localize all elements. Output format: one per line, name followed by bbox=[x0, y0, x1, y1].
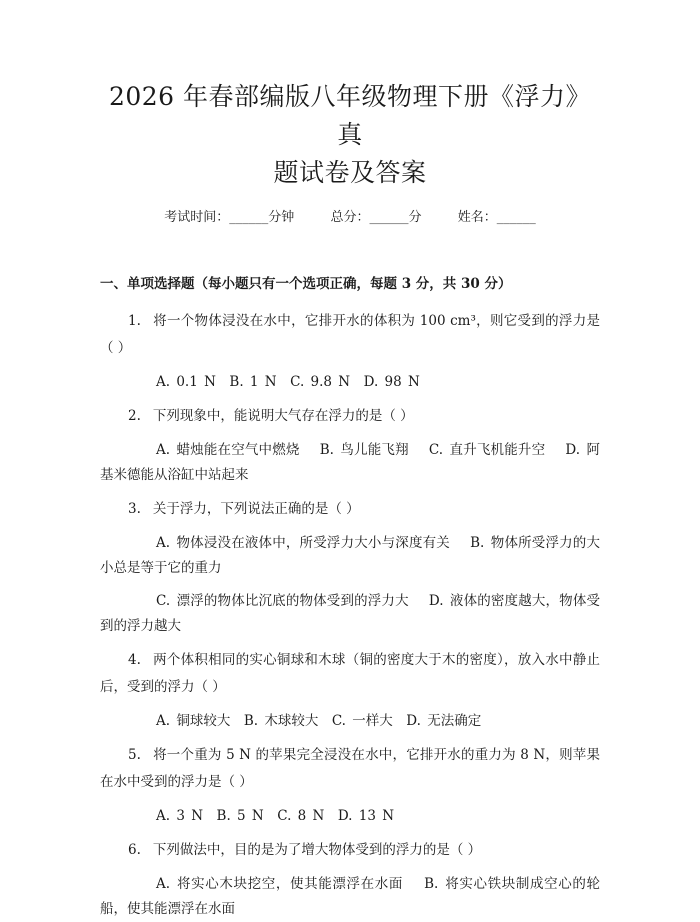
total-score-field: 总分：______分 bbox=[330, 210, 422, 225]
question-1 bbox=[100, 308, 600, 362]
question-number: 6. bbox=[128, 842, 141, 858]
title-line-2: 题试卷及答案 bbox=[273, 158, 427, 187]
question-stem: 两个体积相同的实心铜球和木球（铜的密度大于木的密度），放入水中静止后，受到的浮力（ ） bbox=[100, 652, 600, 695]
question-stem: 将一个重为 5 N 的苹果完全浸没在水中，它排开水的重力为 8 N，则苹果在水中受到的浮力是（ ） bbox=[100, 747, 600, 790]
question-4 bbox=[100, 647, 600, 701]
question-number: 4. bbox=[128, 652, 141, 668]
question-stem: 将一个物体浸没在水中，它排开水的体积为 100 cm³，则它受到的浮力是（ ） bbox=[100, 313, 600, 356]
section-heading: 一、单项选择题（每小题只有一个选项正确，每题 3 分，共 30 分） bbox=[100, 276, 512, 292]
question-stem: 关于浮力，下列说法正确的是（ ） bbox=[152, 501, 360, 517]
question-3-options-cd: C. 漂浮的物体比沉底的物体受到的浮力大 D. 液体的密度越大，物体受到的浮力越大 bbox=[100, 593, 600, 634]
exam-meta bbox=[100, 208, 600, 228]
question-6 bbox=[100, 837, 600, 864]
question-1-options: A. 0.1 N B. 1 N C. 9.8 N D. 98 N bbox=[156, 374, 420, 390]
question-stem: 下列现象中，能说明大气存在浮力的是（ ） bbox=[152, 408, 414, 424]
document-title bbox=[100, 78, 600, 192]
question-number: 1. bbox=[128, 313, 141, 329]
question-5-options: A. 3 N B. 5 N C. 8 N D. 13 N bbox=[156, 808, 395, 824]
question-4-options: A. 铜球较大 B. 木球较大 C. 一样大 D. 无法确定 bbox=[156, 713, 482, 729]
question-3-options-ab: A. 物体浸没在液体中，所受浮力大小与深度有关 B. 物体所受浮力的大小总是等于它的重力 bbox=[100, 535, 600, 576]
question-2 bbox=[100, 403, 600, 430]
question-stem: 下列做法中，目的是为了增大物体受到的浮力的是（ ） bbox=[152, 842, 482, 858]
question-number: 5. bbox=[128, 747, 141, 763]
question-3 bbox=[100, 496, 600, 523]
question-number: 3. bbox=[128, 501, 141, 517]
question-6-options: A. 将实心木块挖空，使其能漂浮在水面 B. 将实心铁块制成空心的轮船，使其能漂浮在水面 bbox=[100, 876, 600, 917]
question-number: 2. bbox=[128, 408, 141, 424]
student-name-field: 姓名：______ bbox=[457, 210, 536, 225]
title-line-1: 2026 年春部编版八年级物理下册《浮力》真 bbox=[108, 82, 592, 149]
question-2-options: A. 蜡烛能在空气中燃烧 B. 鸟儿能飞翔 C. 直升飞机能升空 D. 阿基米德能从浴缸中站起来 bbox=[100, 442, 600, 483]
question-5 bbox=[100, 742, 600, 796]
exam-time-field: 考试时间：______分钟 bbox=[164, 210, 295, 225]
